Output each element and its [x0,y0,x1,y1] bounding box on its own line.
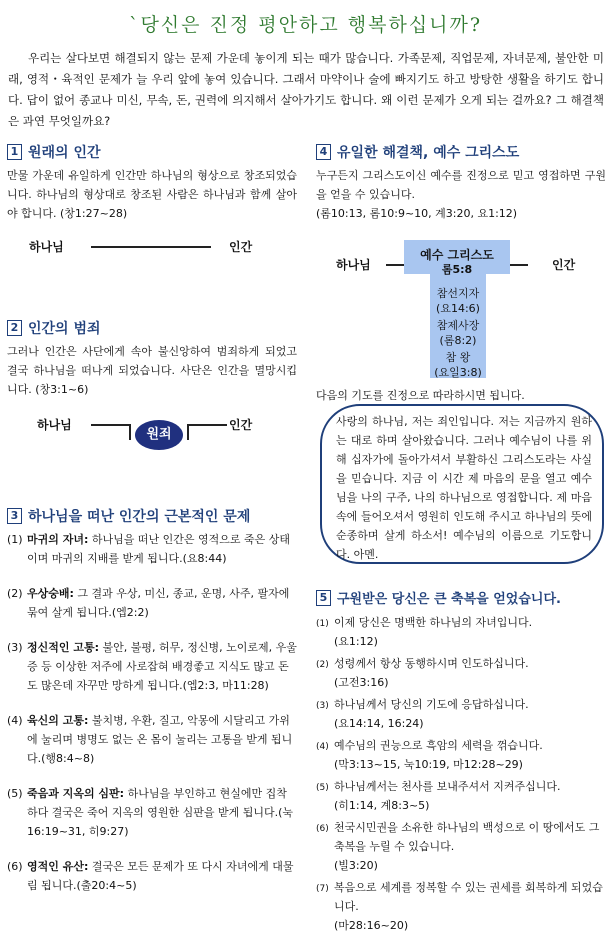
item-content [27,711,297,768]
intro-text: 우리는 살다보면 해결되지 않는 문제 가운데 놓이게 되는 때가 많습니다. 가족문제, 직업문제, 자녀문제, 불안한 미래, 영적・육적인 문제가 늘 우리 앞에 놓여 있습니다. 그래서 마약이나 술에 빠지기도 하고 방탕한 생활을 하기도 합니다. 답이 없어 종교나 미신, 무속, 돈, 권력에 의지해서 살아가기도 합니다. 왜 이런 문제가 오게 되는 걸까요? 그 해결책은 과연 무엇일까요? [8,51,604,128]
item-text: 하나님께서는 천사를 보내주셔서 지켜주십니다. [334,780,561,793]
item-ref: (요14:14, 16:24) [334,717,424,730]
cross-item-ref: (롬8:2) [439,334,477,347]
prayer-box: 사랑의 하나님, 저는 죄인입니다. 저는 지금까지 원하는 대로 하며 살아왔습니다. 그러나 예수님이 나를 위해 십자가에 돌아가셔서 부활하신 그리스도라는 사실을 믿습니다. 지금 이 시간 제 마음의 문을 열고 예수님을 나의 구주, 나의 하나님으로 영접합니다. 제 마음 속에 들어오셔서 영원히 인도해 주시고 하나님의 뜻에 순종하며 살게 하소서! 예수님의 이름으로 기도합니다. 아멘. [320,404,604,564]
item-content [27,857,297,895]
item-number: (6) [7,860,23,873]
right-bracket [187,424,227,440]
item-ref: (막3:13~15, 눅10:19, 마12:28~29) [334,758,523,771]
item-text: 성령께서 항상 동행하시며 인도하십니다. [334,657,529,670]
diagram-god-label: 하나님 [29,240,64,254]
item-content [27,530,297,568]
item-ref: (요1:12) [334,635,378,648]
section-fundamental-problems [7,506,297,911]
intro-paragraph [8,48,604,132]
item-ref: (빌3:20) [334,859,378,872]
item-text: 이제 당신은 명백한 하나님의 자녀입니다. [334,616,533,629]
cross-item-label: 참 왕 [445,351,471,364]
item-number: (4) [7,714,23,727]
item-number: (2) [316,660,329,670]
section-sin [7,318,297,399]
diagram-god-label: 하나님 [336,258,371,272]
problem-item [7,857,297,895]
original-sin-badge: 원죄 [135,420,183,450]
section-title: 구원받은 당신은 큰 축복을 얻었습니다. [337,592,561,607]
item-content [334,654,529,692]
item-title: 우상숭배: [27,587,74,600]
problem-item [7,711,297,768]
left-connector [386,264,404,266]
blessing-item [316,818,606,875]
problem-list [7,530,297,895]
sin-diagram [7,416,297,456]
item-text: 하나님께서 당신의 기도에 응답하십니다. [334,698,529,711]
item-ref: (마28:16~20) [334,919,409,932]
item-text: 결국은 모든 문제가 또 다시 자녀에게 대물림 됩니다.(출20:4~5) [27,860,294,892]
prayer-intro: 다음의 기도를 진정으로 따라하시면 됩니다. [316,389,525,402]
item-number: (7) [316,884,329,894]
section-number: 4 [316,144,331,160]
right-connector [510,264,528,266]
cross-item [424,286,492,316]
item-number: (1) [7,533,23,546]
problem-item [7,784,297,841]
item-number: (3) [7,641,23,654]
blessing-item [316,695,606,733]
diagram-man-label: 인간 [229,418,253,432]
diagram-god-label: 하나님 [37,418,72,432]
section-title: 인간의 범죄 [28,321,101,337]
section-heading [7,142,297,162]
cross-item-ref: (요14:6) [436,302,480,315]
section-heading [7,506,297,526]
section-blessings [316,588,606,938]
item-content [334,613,532,651]
item-content [334,818,606,875]
item-text: 그 결과 우상, 미신, 종교, 운명, 사주, 팔자에 묶여 살게 됩니다.(엡2:2) [27,587,290,619]
blessing-item [316,736,606,774]
section-original-man [7,142,297,223]
item-title: 마귀의 자녀: [27,533,89,546]
item-title: 영적인 유산: [27,860,89,873]
section-body: 그러나 인간은 사단에게 속아 불신앙하여 범죄하게 되었고 결국 하나님을 떠나게 되었습니다. 사단은 인간을 멸망시킵니다. (창3:1~6) [7,345,297,396]
god-man-diagram [7,232,297,262]
section-title: 원래의 인간 [28,145,101,161]
problem-item [7,584,297,622]
item-text: 불안, 불평, 허무, 정신병, 노이로제, 우울증 등 이상한 저주에 사로잡혀 배경좋고 지식도 많고 돈도 많은데 자꾸만 망하게 됩니다.(엡2:3, 마11:28) [27,641,297,692]
section-heading [316,588,606,607]
item-title: 육신의 고통: [27,714,89,727]
cross-top-label: 예수 그리스도 [420,248,494,262]
blessing-list [316,613,606,935]
diagram-man-label: 인간 [552,258,576,272]
item-ref: (고전3:16) [334,676,389,689]
section-refs: (롬10:13, 롬10:9~10, 계3:20, 요1:12) [316,207,518,220]
section-number: 2 [7,320,22,336]
item-number: (4) [316,742,329,752]
item-ref: (히1:14, 계8:3~5) [334,799,430,812]
item-content [334,695,529,733]
diagram-man-label: 인간 [229,240,253,254]
section-number: 1 [7,144,22,160]
item-text: 하나님을 떠난 인간은 영적으로 죽은 상태이며 마귀의 지배를 받게 됩니다.(요8:44) [27,533,290,565]
item-text: 불치병, 우환, 질고, 악몽에 시달리고 가위에 눌리며 병명도 없는 온 몸이 눌리는 고통을 받게 됩니다.(행8:4~8) [27,714,293,765]
item-text: 예수님의 권능으로 흑암의 세력을 꺾습니다. [334,739,543,752]
item-content [27,638,297,695]
blessing-item [316,878,606,935]
item-text: 하나님을 부인하고 현실에만 집착하다 결국은 죽어 지옥의 영원한 심판을 받게 됩니다.(눅16:19~31, 히9:27) [27,787,294,838]
item-title: 죽음과 지옥의 심판: [27,787,125,800]
section-title: 하나님을 떠난 인간의 근본적인 문제 [28,509,251,525]
left-bracket [91,424,131,440]
section-body: 만물 가운데 유일하게 인간만 하나님의 형상으로 창조되었습니다. 하나님의 형상대로 창조된 사람은 하나님과 함께 살아야 합니다. (창1:27~28) [7,169,297,220]
item-title: 정신적인 고통: [27,641,99,654]
section-heading [7,318,297,338]
item-text: 천국시민권을 소유한 하나님의 백성으로 이 땅에서도 그 축복을 누릴 수 있습니다. [334,821,600,853]
cross-diagram [316,240,606,380]
problem-item [7,638,297,695]
item-number: (6) [316,824,329,834]
blessing-item [316,777,606,815]
section-only-solution [316,142,606,223]
item-content [334,777,561,815]
cross-top-ref: 롬5:8 [441,263,473,276]
connection-line [91,246,211,248]
problem-item [7,530,297,568]
section-number: 3 [7,508,22,524]
section-number: 5 [316,590,331,606]
blessing-item [316,654,606,692]
blessing-item [316,613,606,651]
section-heading [316,142,606,162]
section-title: 유일한 해결책, 예수 그리스도 [337,145,520,161]
item-number: (5) [7,787,23,800]
item-content [334,878,606,935]
item-number: (1) [316,619,329,629]
item-number: (5) [316,783,329,793]
item-number: (3) [316,701,329,711]
cross-item-ref: (요일3:8) [434,366,482,379]
cross-item-label: 참제사장 [436,319,480,332]
page-title: `당신은 진정 평안하고 행복하십니까? [128,14,483,36]
item-content [27,784,297,841]
item-content [334,736,543,774]
cross-item [424,350,492,380]
cross-item [424,318,492,348]
cross-item-label: 참선지자 [436,287,480,300]
item-text: 복음으로 세계를 정복할 수 있는 권세를 회복하게 되었습니다. [334,881,603,913]
item-number: (2) [7,587,23,600]
section-body: 누구든지 그리스도이신 예수를 진정으로 믿고 영접하면 구원을 얻을 수 있습니다. [316,169,606,201]
item-content [27,584,297,622]
